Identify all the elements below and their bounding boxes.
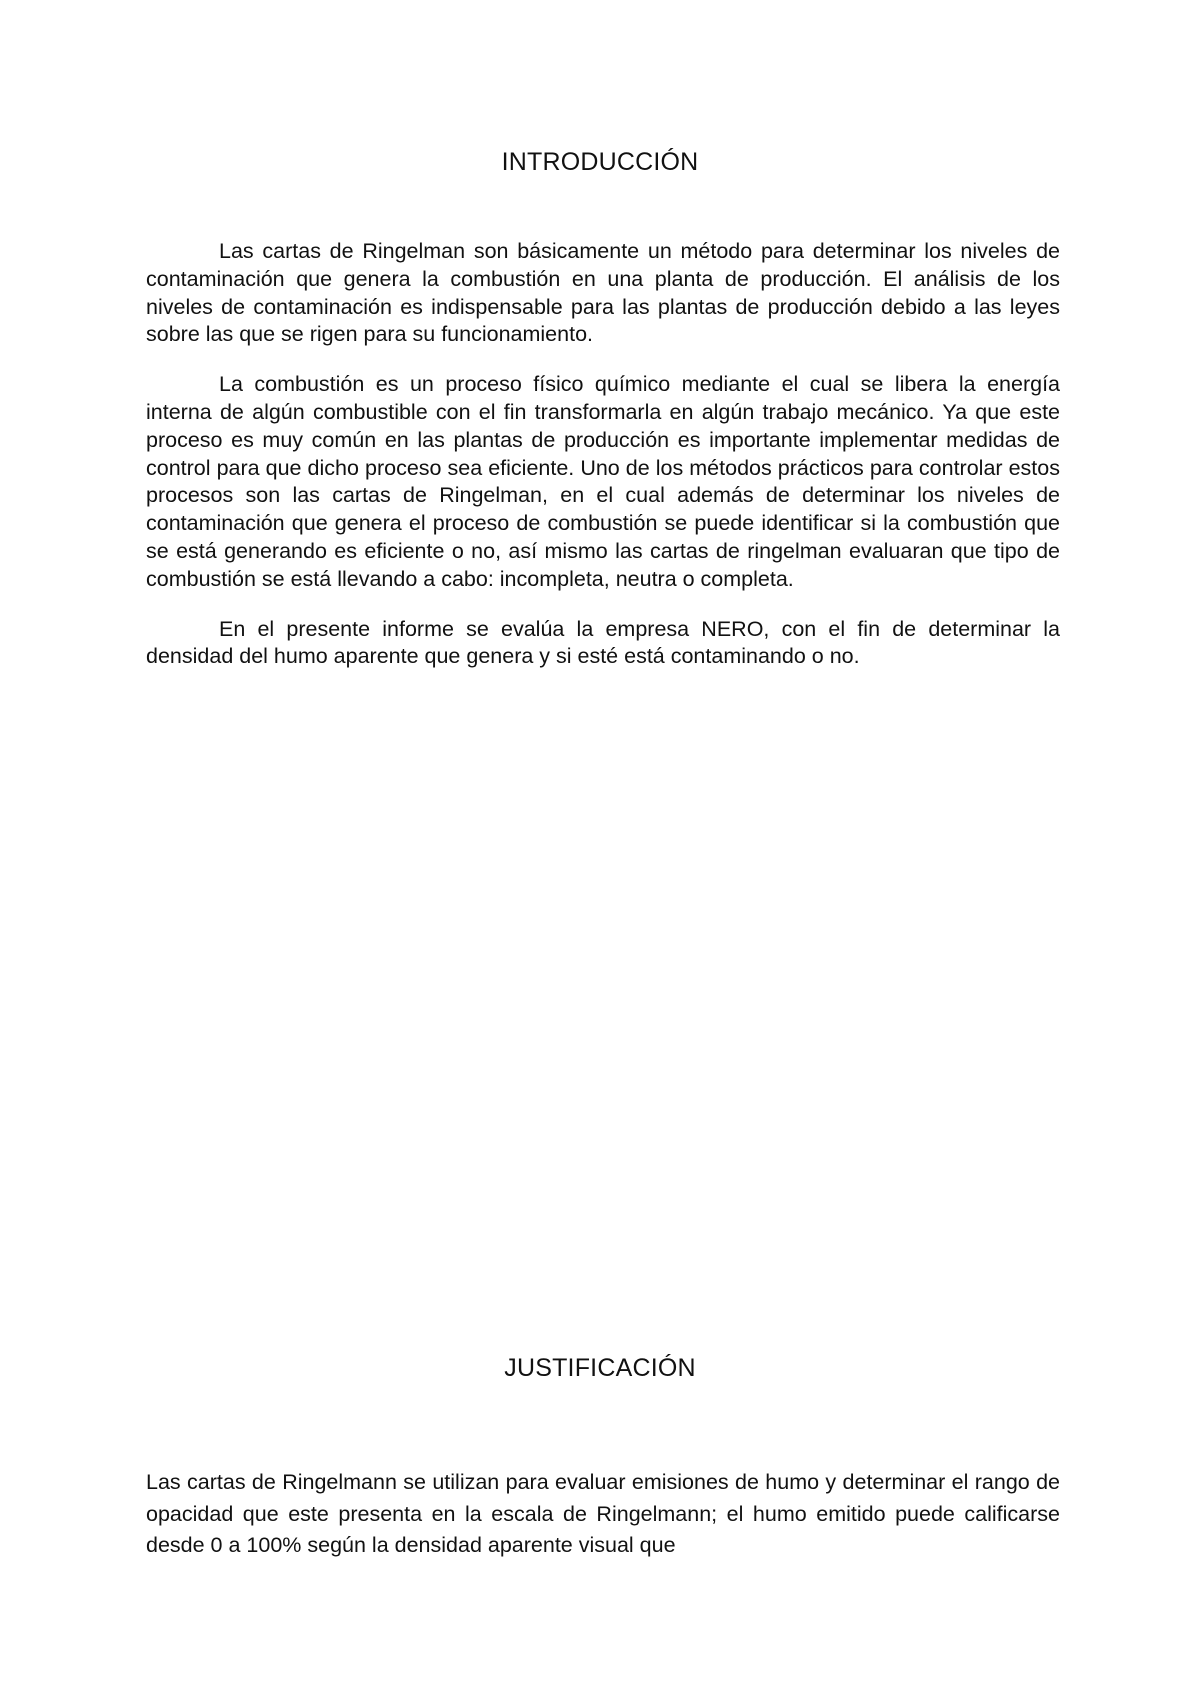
justification-heading: JUSTIFICACIÓN	[504, 1354, 696, 1382]
introduction-heading: INTRODUCCIÓN	[501, 148, 699, 176]
justification-paragraph-1: Las cartas de Ringelmann se utilizan para evaluar emisiones de humo y determinar el rango de opacidad que este presenta en la escala de Ringelmann; el humo emitido puede calificarse desde 0 a 100% según la densidad aparente visual que	[146, 1470, 1060, 1557]
introduction-paragraph-1: Las cartas de Ringelman son básicamente un método para determinar los niveles de contaminación que genera la combustión en una planta de producción. El análisis de los niveles de contaminación es indispensable para las plantas de producción debido a las leyes sobre las que se rigen para su funcionamiento.	[146, 239, 1060, 347]
introduction-paragraph-3: En el presente informe se evalúa la empresa NERO, con el fin de determinar la densidad del humo aparente que genera y si esté está contaminando o no.	[146, 616, 1060, 669]
justification-body	[146, 1467, 1060, 1584]
introduction-body	[146, 238, 1060, 693]
introduction-paragraph-2: La combustión es un proceso físico químico mediante el cual se libera la energía interna de algún combustible con el fin transformarla en algún trabajo mecánico. Ya que este proceso es muy común en las plantas de producción es importante implementar medidas de control para que dicho proceso sea eficiente. Uno de los métodos prácticos para controlar estos procesos son las cartas de Ringelman, en el cual además de determinar los niveles de contaminación que genera el proceso de combustión se puede identificar si la combustión que se está generando es eficiente o no, así mismo las cartas de ringelman evaluaran que tipo de combustión se está llevando a cabo: incompleta, neutra o completa.	[146, 372, 1060, 591]
